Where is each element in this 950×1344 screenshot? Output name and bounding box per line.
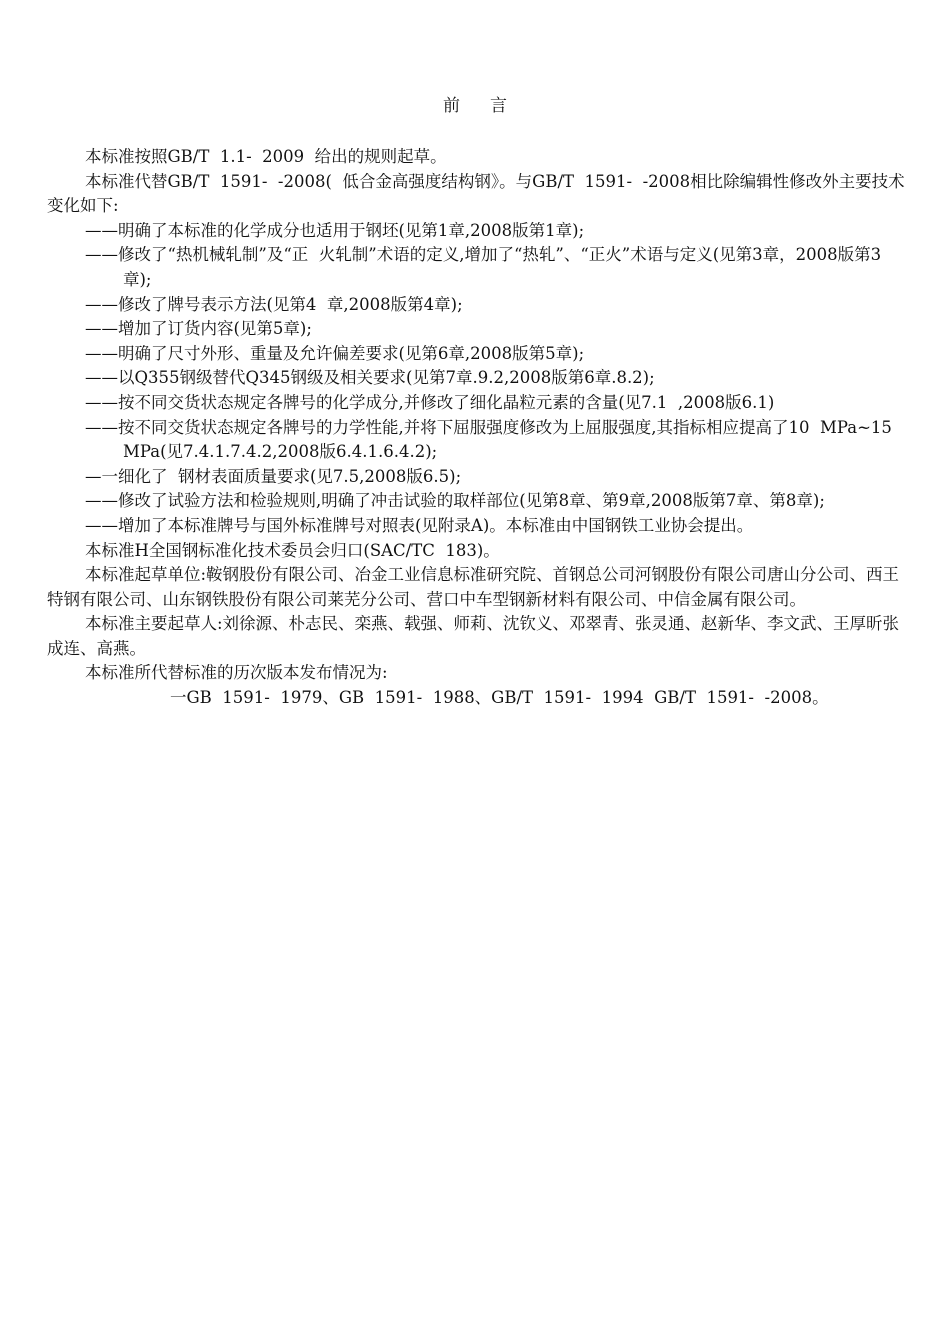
change-item: ——增加了本标准牌号与国外标准牌号对照表(见附录A)。本标准由中国钢铁工业协会提出。 xyxy=(85,515,754,535)
change-item: ——以Q355钢级替代Q345钢级及相关要求(见第7章.9.2,2008版第6章.8.2); xyxy=(85,368,655,388)
change-item: ——修改了“热机械轧制”及“正 火轧制”术语的定义,增加了“热轧”、“正火”术语与定义(见第3章，2008版第3章); xyxy=(85,245,882,289)
paragraph-history-versions: 一GB 1591- 1979、GB 1591- 1988、GB/T 1591- 1994 GB/T 1591- -2008。 xyxy=(170,688,829,708)
change-item: ——修改了牌号表示方法(见第4 章,2008版第4章); xyxy=(85,294,463,314)
change-item: —一细化了 钢材表面质量要求(见7.5,2008版6.5); xyxy=(85,466,462,486)
paragraph-drafters: 本标准主要起草人:刘徐源、朴志民、栾燕、载强、师莉、沈钦义、邓翠青、张灵通、赵新华、李文武、王厚昕张成连、高燕。 xyxy=(47,614,900,658)
paragraph-committee: 本标准H全国钢标准化技术委员会归口(SAC/TC 183)。 xyxy=(85,540,500,560)
paragraph-history-intro: 本标准所代替标准的历次版本发布情况为: xyxy=(85,663,388,683)
paragraph-drafting-rules: 本标准按照GB/T 1.1- 2009 给出的规则起草。 xyxy=(85,147,447,166)
paragraph-drafting-units: 本标准起草单位:鞍钢股份有限公司、冶金工业信息标准研究院、首钢总公司河钢股份有限公司唐山分公司、西王特钢有限公司、山东钢铁股份有限公司莱芜分公司、营口中车型钢新材料有限公司、中信金属有限公司。 xyxy=(47,565,900,609)
paragraph-replacement: 本标准代替GB/T 1591- -2008( 低合金高强度结构钢》。与GB/T 1591- -2008相比除编辑性修改外主要技术变化如下: xyxy=(47,171,905,216)
change-item: ——按不同交货状态规定各牌号的化学成分,并修改了细化晶粒元素的含量(见7.1 ,2008版6.1) xyxy=(85,392,775,412)
change-item: ——按不同交货状态规定各牌号的力学性能,并将下屈服强度修改为上屈服强度,其指标相应提高了10 MPa~15 MPa(见7.4.1.7.4.2,2008版6.4.1.6.4.2); xyxy=(85,417,903,462)
page-title: 前言 xyxy=(443,96,537,116)
change-item: ——修改了试验方法和检验规则,明确了冲击试验的取样部位(见第8章、第9章,2008版第7章、第8章); xyxy=(85,491,825,511)
change-item: ——明确了尺寸外形、重量及允许偏差要求(见第6章,2008版第5章); xyxy=(85,343,585,363)
document-body xyxy=(47,145,907,711)
change-item: ——明确了本标准的化学成分也适用于钢坯(见第1章,2008版第1章); xyxy=(85,220,585,240)
change-item: ——增加了订货内容(见第5章); xyxy=(85,319,312,339)
